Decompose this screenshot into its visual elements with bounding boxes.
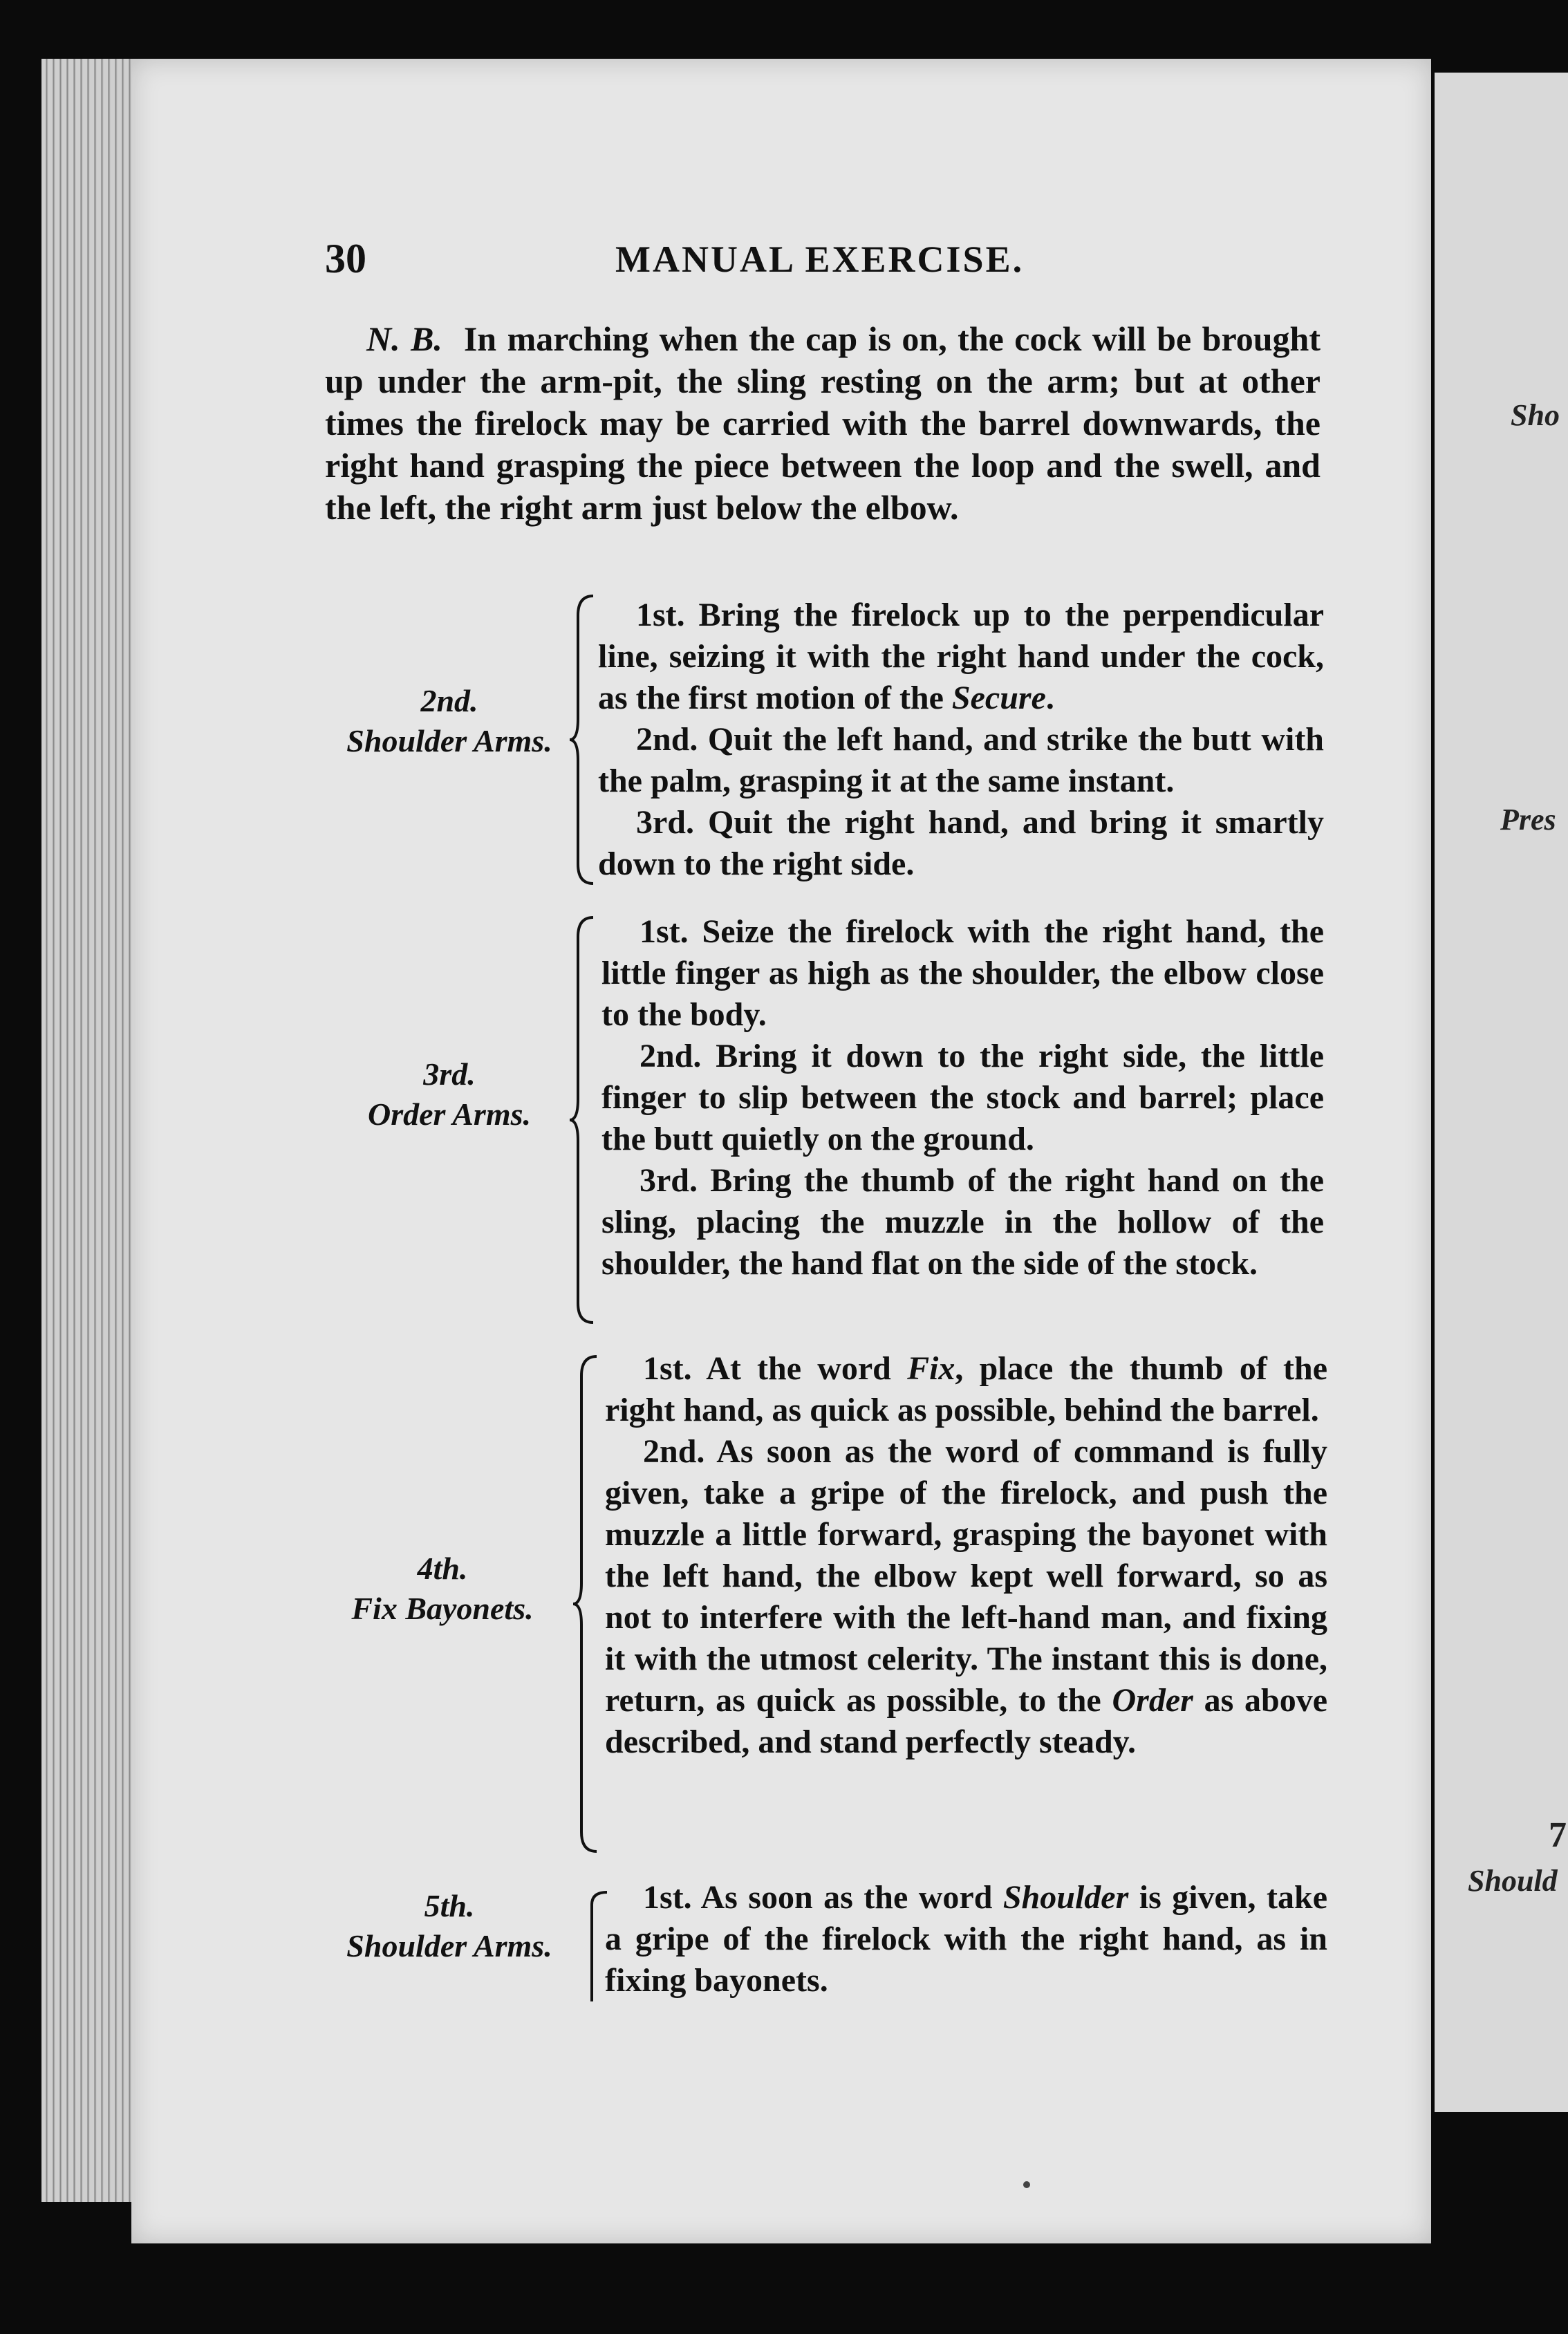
section-title: Shoulder Arms. [346, 723, 552, 758]
note-text: In marching when the cap is on, the cock will be brought up under the arm-pit, the sling resting on the arm; but at other times the firelock may be carried with the barrel downwards, the right hand grasping the piece between the loop and the swell, and the left, the right arm just below the elbow. [325, 319, 1320, 527]
section-label [318, 1054, 581, 1135]
page-header [325, 235, 1376, 283]
section-label [304, 1549, 581, 1629]
page-edges [41, 59, 138, 2202]
section-body [601, 911, 1324, 1285]
facing-page-fragment: Should [1468, 1864, 1558, 1898]
section-title: Shoulder Arms. [346, 1928, 552, 1963]
facing-page-fragment: Sho [1511, 398, 1560, 432]
facing-page-fragment: Pres [1500, 803, 1556, 837]
step-text: 1st. At the word Fix, place the thumb of the right hand, as quick as possible, behind the barrel. [605, 1350, 1327, 1428]
section-ordinal: 4th. [417, 1551, 468, 1586]
brace [567, 595, 595, 885]
brace [581, 1891, 608, 2001]
step-text: 1st. Bring the firelock up to the perpendicular line, seizing it with the right hand under the cock, as the first motion of the Secure. [598, 597, 1324, 716]
section-body [605, 1348, 1327, 1763]
note-paragraph [325, 318, 1320, 529]
brace [567, 916, 595, 1324]
step-text: 2nd. As soon as the word of command is fully given, take a gripe of the firelock, and push the muzzle a little forward, grasping the bayonet with the left hand, the elbow kept well forward, so as not to interfere with the left-hand man, and fixing it with the utmost celerity. The instant this is done, return, as quick as possible, to the Order as above described, and stand perfectly steady. [605, 1433, 1327, 1760]
step-text: 2nd. Quit the left hand, and strike the butt with the palm, grasping it at the same instant. [598, 721, 1324, 799]
facing-page-fragment: 7 [1549, 1815, 1567, 1855]
section-ordinal: 3rd. [423, 1056, 476, 1092]
step-text: 1st. As soon as the word Shoulder is given, take a gripe of the firelock with the right hand, as in fixing bayonets. [605, 1879, 1327, 1999]
brace [570, 1355, 598, 1853]
page-number: 30 [325, 236, 366, 281]
section-label [318, 681, 581, 761]
section-title: Fix Bayonets. [351, 1591, 534, 1626]
section-body [605, 1877, 1327, 2001]
section-body [598, 595, 1324, 885]
section-ordinal: 2nd. [420, 683, 478, 718]
step-text: 3rd. Bring the thumb of the right hand on the sling, placing the muzzle in the hollow of the shoulder, the hand flat on the side of the stock. [601, 1162, 1324, 1282]
section-label [311, 1886, 588, 1966]
speck [1023, 2181, 1030, 2188]
section-title: Order Arms. [368, 1096, 531, 1132]
running-head: MANUAL EXERCISE. [615, 239, 1025, 280]
step-text: 3rd. Quit the right hand, and bring it smartly down to the right side. [598, 804, 1324, 882]
step-text: 2nd. Bring it down to the right side, the little finger to slip between the stock and barrel; place the butt quietly on the ground. [601, 1038, 1324, 1157]
step-text: 1st. Seize the firelock with the right hand, the little finger as high as the shoulder, the elbow close to the body. [601, 913, 1324, 1033]
section-ordinal: 5th. [424, 1888, 475, 1923]
note-lead: N. B. [366, 319, 442, 358]
facing-page [1435, 73, 1568, 2112]
